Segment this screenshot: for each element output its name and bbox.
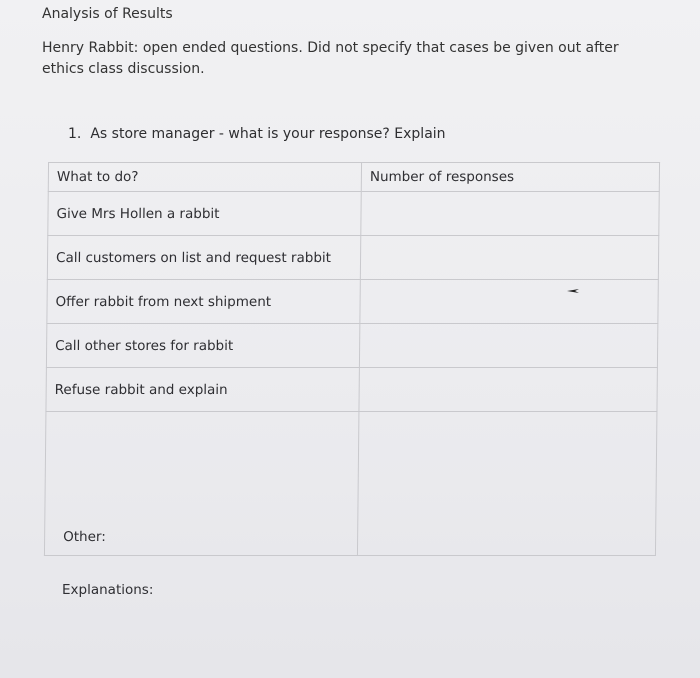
table-row	[46, 368, 657, 412]
column-header-number-of-responses: Number of responses	[361, 163, 659, 192]
option-label: Offer rabbit from next shipment	[47, 280, 360, 324]
other-label: Other:	[44, 412, 359, 556]
other-response-cell[interactable]	[357, 412, 657, 556]
table-row	[47, 236, 658, 280]
question-1	[68, 126, 446, 142]
page-title: Analysis of Results	[42, 6, 173, 22]
response-count-cell[interactable]	[359, 324, 657, 368]
response-count-cell[interactable]	[361, 192, 659, 236]
table-row	[48, 192, 659, 236]
response-count-cell[interactable]	[359, 368, 657, 412]
table-header-row	[48, 163, 659, 192]
response-count-cell[interactable]	[360, 236, 658, 280]
option-label: Give Mrs Hollen a rabbit	[48, 192, 361, 236]
table-row-other	[44, 412, 657, 556]
option-label: Call customers on list and request rabbit	[47, 236, 360, 280]
intro-text: Henry Rabbit: open ended questions. Did not specify that cases be given out after ethics class discussion.	[42, 40, 619, 77]
option-label: Refuse rabbit and explain	[46, 368, 359, 412]
responses-table	[44, 162, 660, 556]
column-header-what-to-do: What to do?	[48, 163, 361, 192]
response-count-cell[interactable]	[360, 280, 658, 324]
question-number: 1.	[68, 126, 82, 142]
question-text: As store manager - what is your response? Explain	[90, 126, 446, 142]
option-label: Call other stores for rabbit	[46, 324, 359, 368]
explanations-label: Explanations:	[62, 582, 154, 598]
table-row	[46, 324, 657, 368]
